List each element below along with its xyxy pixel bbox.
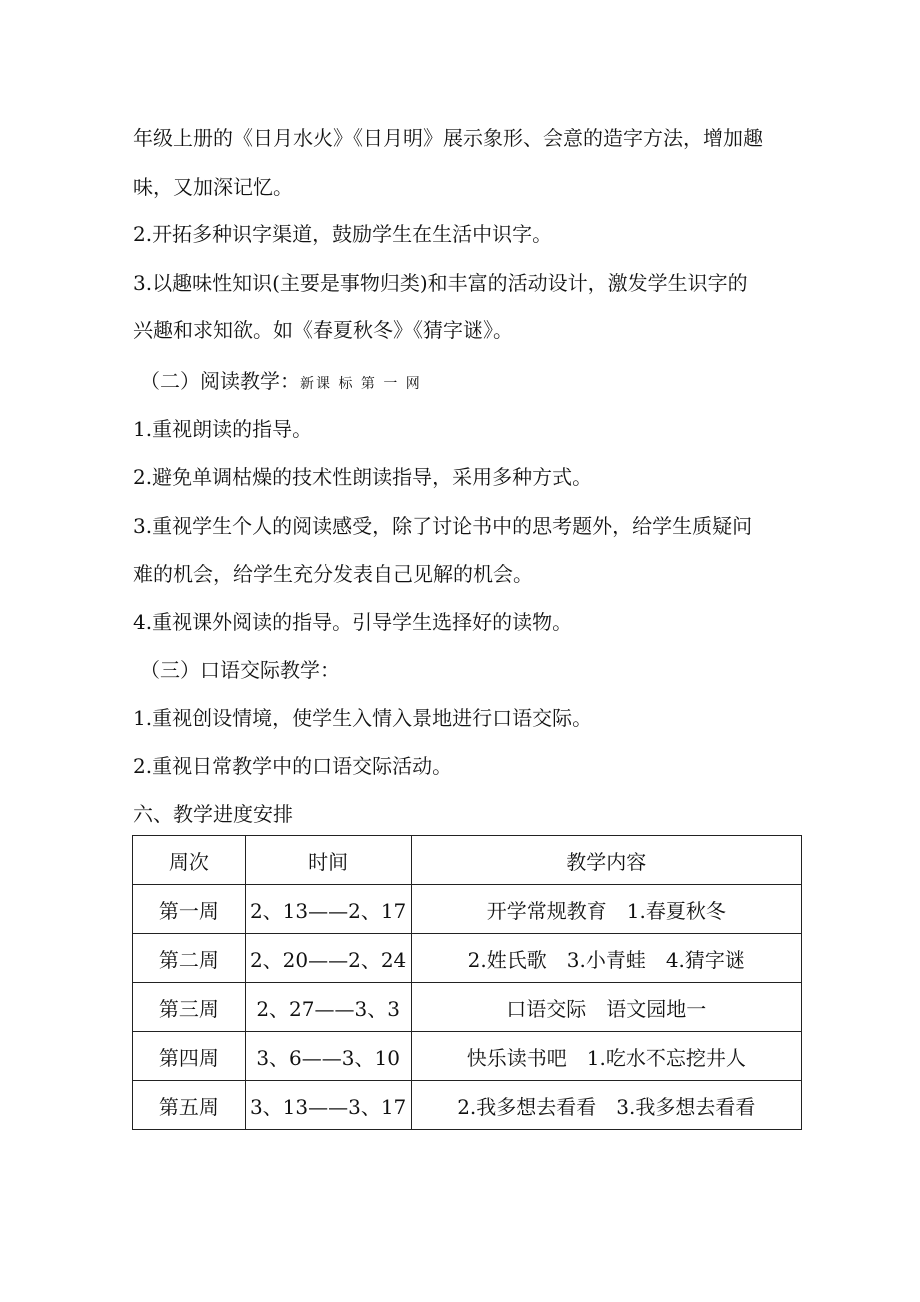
reading-item: 4.重视课外阅读的指导。引导学生选择好的读物。: [133, 610, 573, 634]
watermark-note: 新课 标 第 一 网: [300, 376, 422, 392]
paragraph-line: 年级上册的《日月水火》《日月明》展示象形、会意的造字方法，增加趣: [133, 126, 763, 150]
table-header-row: [133, 836, 802, 885]
cell-week: 第二周: [133, 934, 246, 983]
cell-week: 第三周: [133, 983, 246, 1032]
oral-item: 1.重视创设情境，使学生入情入景地进行口语交际。: [133, 706, 593, 730]
table-row: [133, 934, 802, 983]
section-heading-reading: [140, 368, 422, 397]
reading-item: 1.重视朗读的指导。: [133, 417, 313, 441]
schedule-table: [132, 835, 802, 1130]
cell-content: 快乐读书吧 1.吃水不忘挖井人: [411, 1032, 801, 1081]
paragraph-line: 2.开拓多种识字渠道，鼓励学生在生活中识字。: [133, 222, 553, 246]
paragraph-line: 兴趣和求知欲。如《春夏秋冬》《猜字谜》。: [133, 318, 513, 342]
reading-item: 难的机会，给学生充分发表自己见解的机会。: [133, 562, 533, 586]
section-heading-text: （二）阅读教学：: [140, 369, 300, 393]
cell-content: 开学常规教育 1.春夏秋冬: [411, 885, 801, 934]
cell-content: 2.姓氏歌 3.小青蛙 4.猜字谜: [411, 934, 801, 983]
cell-content: 口语交际 语文园地一: [411, 983, 801, 1032]
cell-time: 2、13——2、17: [245, 885, 411, 934]
table-row: [133, 983, 802, 1032]
table-row: [133, 1032, 802, 1081]
header-content: 教学内容: [411, 836, 801, 885]
cell-time: 2、20——2、24: [245, 934, 411, 983]
cell-week: 第一周: [133, 885, 246, 934]
cell-time: 2、27——3、3: [245, 983, 411, 1032]
cell-week: 第四周: [133, 1032, 246, 1081]
cell-time: 3、13——3、17: [245, 1081, 411, 1130]
reading-item: 2.避免单调枯燥的技术性朗读指导，采用多种方式。: [133, 465, 593, 489]
header-time: 时间: [245, 836, 411, 885]
reading-item: 3.重视学生个人的阅读感受，除了讨论书中的思考题外，给学生质疑问: [133, 514, 753, 538]
table-row: [133, 885, 802, 934]
paragraph-line: 3.以趣味性知识(主要是事物归类)和丰富的活动设计，激发学生识字的: [133, 271, 748, 295]
section-heading-oral: （三）口语交际教学：: [140, 658, 340, 682]
header-week: 周次: [133, 836, 246, 885]
cell-week: 第五周: [133, 1081, 246, 1130]
cell-content: 2.我多想去看看 3.我多想去看看: [411, 1081, 801, 1130]
section-heading-schedule: 六、教学进度安排: [133, 802, 293, 826]
table-row: [133, 1081, 802, 1130]
oral-item: 2.重视日常教学中的口语交际活动。: [133, 754, 453, 778]
paragraph-line: 味，又加深记忆。: [133, 175, 293, 199]
cell-time: 3、6——3、10: [245, 1032, 411, 1081]
